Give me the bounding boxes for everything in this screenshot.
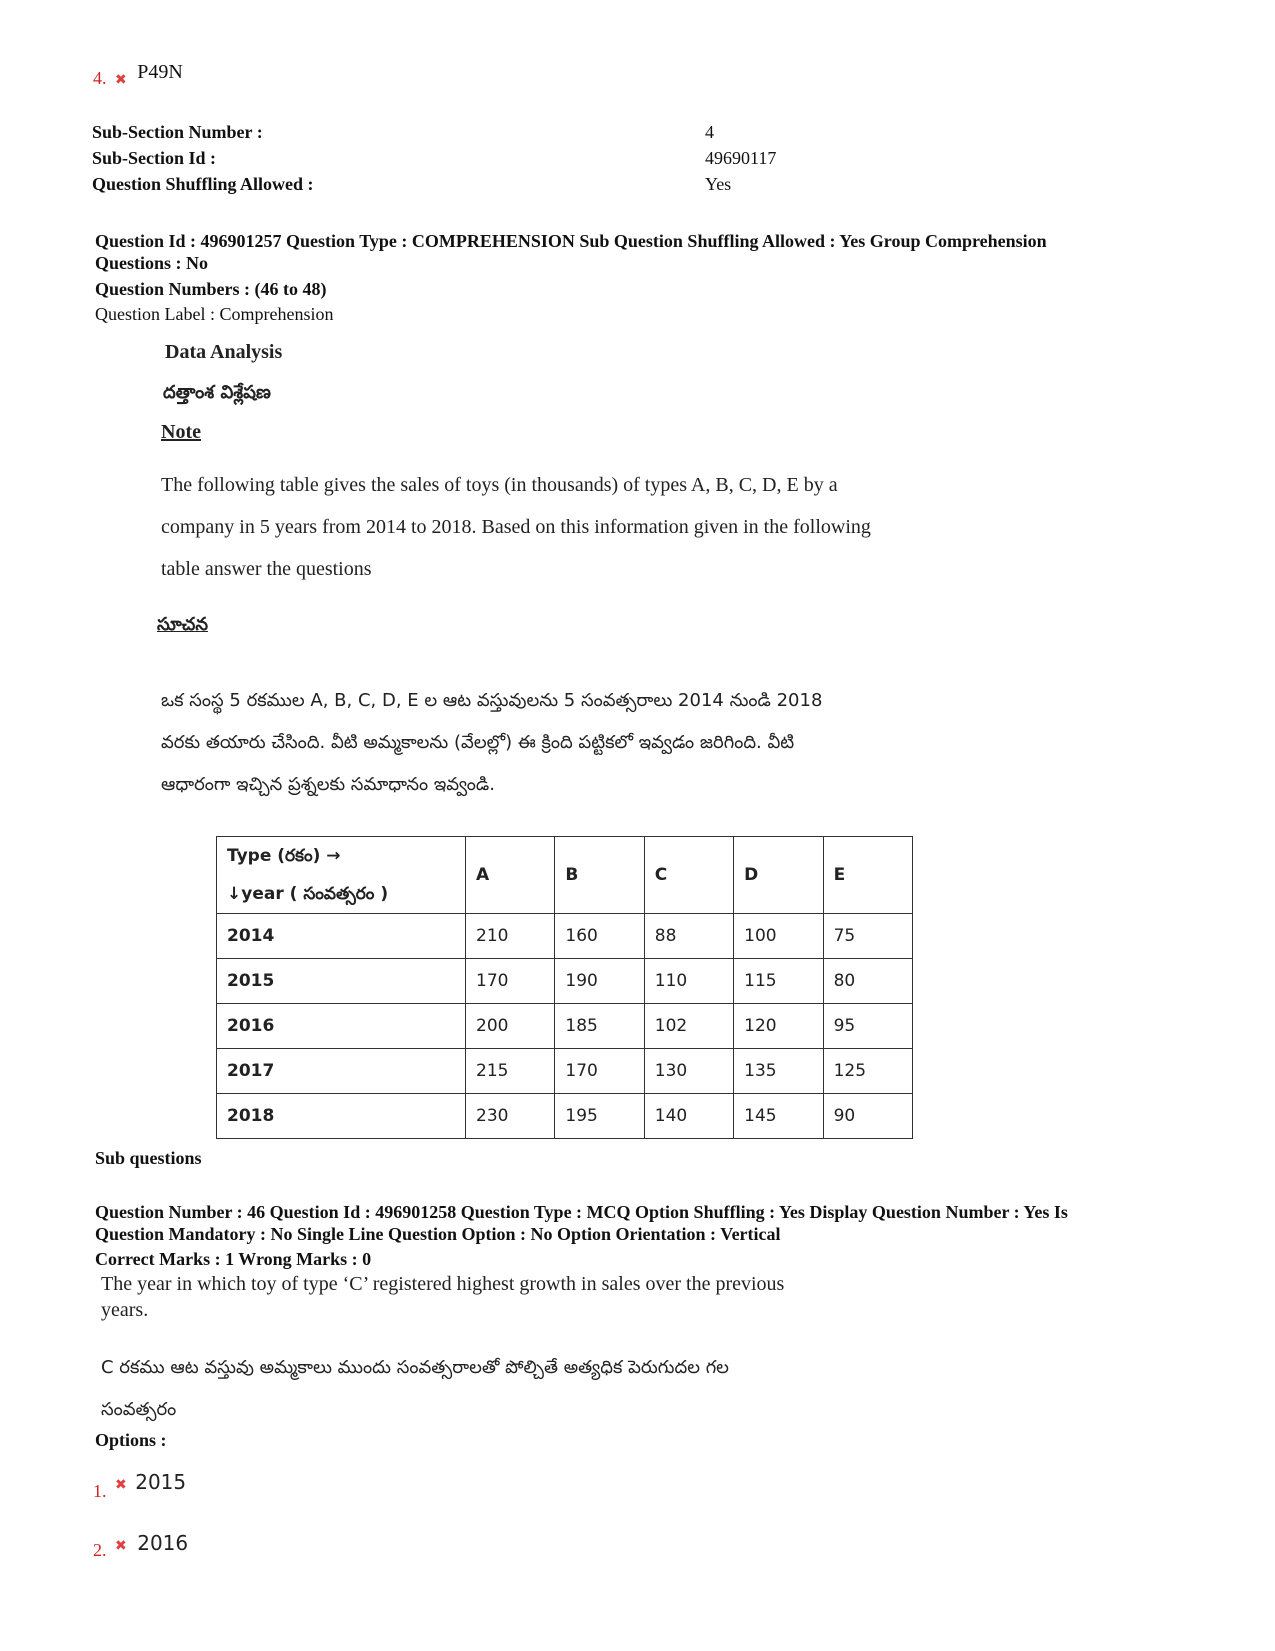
table-cell: 230 (466, 1094, 555, 1139)
subsection-id-label: Sub-Section Id : (92, 148, 217, 168)
note-line-te: ఒక సంస్థ 5 రకముల A, B, C, D, E ల ఆట వస్తువులను 5 సంవత్సరాలు 2014 నుండి 2018 (161, 690, 823, 711)
question-line: years. (101, 1299, 149, 1321)
table-cell: 75 (823, 914, 912, 959)
sub-questions-label: Sub questions (95, 1148, 202, 1168)
note-heading-te: సూచన (157, 614, 208, 635)
column-header: C (644, 837, 733, 914)
cross-icon: ✖ (115, 1477, 127, 1493)
table-cell: 215 (466, 1049, 555, 1094)
table-row (217, 1049, 913, 1094)
table-cell: 102 (644, 1004, 733, 1049)
column-header: E (823, 837, 912, 914)
meta-line-1: Question Number : 46 Question Id : 496901258 Question Type : MCQ Option Shuffling : Yes Display Question Number : Yes Is (95, 1202, 1068, 1222)
table-cell: 115 (734, 959, 823, 1004)
note-line: The following table gives the sales of toys (in thousands) of types A, B, C, D, E by a (161, 474, 838, 496)
option-2[interactable] (93, 1531, 189, 1560)
question-group-meta (95, 230, 1175, 274)
header-year: ↓year ( సంవత్సరం ) (227, 884, 389, 904)
note-paragraph-te (161, 680, 822, 806)
subsection-number-value: 4 (705, 122, 714, 142)
table-cell: 120 (734, 1004, 823, 1049)
question-label: Question Label : Comprehension (95, 304, 334, 324)
table-row (217, 1094, 913, 1139)
question-line: The year in which toy of type ‘C’ registered highest growth in sales over the previous (101, 1273, 785, 1295)
table-cell: 210 (466, 914, 555, 959)
table-cell: 80 (823, 959, 912, 1004)
cross-icon: ✖ (115, 1538, 127, 1554)
row-year: 2017 (217, 1049, 466, 1094)
table-cell: 170 (555, 1049, 644, 1094)
passage-title-en: Data Analysis (165, 341, 283, 363)
table-cell: 170 (466, 959, 555, 1004)
question-line-te: సంవత్సరం (101, 1399, 177, 1420)
table-row (217, 914, 913, 959)
cross-icon: ✖ (115, 72, 127, 88)
table-cell: 140 (644, 1094, 733, 1139)
table-header-row (217, 837, 913, 914)
shuffle-value: Yes (705, 174, 732, 194)
question-numbers: Question Numbers : (46 to 48) (95, 279, 327, 299)
column-header: A (466, 837, 555, 914)
sales-table (216, 836, 913, 1139)
note-line: table answer the questions (161, 558, 372, 580)
table-cell: 190 (555, 959, 644, 1004)
table-cell: 145 (734, 1094, 823, 1139)
options-label: Options : (95, 1430, 167, 1450)
passage-title-te: దత్తాంశ విశ్లేషణ (163, 382, 271, 403)
note-line-te: వరకు తయారు చేసింది. వీటి అమ్మకాలను (వేలల్లో) ఈ క్రింది పట్టికలో ఇవ్వడం జరిగింది. వీటి (161, 732, 795, 753)
previous-option (93, 61, 183, 90)
shuffle-label: Question Shuffling Allowed : (92, 174, 314, 194)
table-cell: 88 (644, 914, 733, 959)
table-cell: 130 (644, 1049, 733, 1094)
note-heading-en: Note (161, 421, 201, 443)
table-cell: 160 (555, 914, 644, 959)
option-number: 2. (93, 1540, 107, 1560)
option-text: P49N (137, 61, 183, 83)
note-line: company in 5 years from 2014 to 2018. Based on this information given in the following (161, 516, 871, 538)
row-year: 2018 (217, 1094, 466, 1139)
table-row (217, 1004, 913, 1049)
meta-line-1: Question Id : 496901257 Question Type : COMPREHENSION Sub Question Shuffling Allowed : Yes Group Comprehension (95, 231, 1047, 251)
question-46-meta (95, 1201, 1175, 1245)
table-row (217, 959, 913, 1004)
option-1[interactable] (93, 1470, 187, 1501)
question-line-te: C రకము ఆట వస్తువు అమ్మకాలు ముందు సంవత్సరాలతో పోల్చితే అత్యధిక పెరుగుదల గల (101, 1357, 729, 1378)
meta-line-2: Questions : No (95, 253, 209, 273)
note-line-te: ఆధారంగా ఇచ్చిన ప్రశ్నలకు సమాధానం ఇవ్వండి. (161, 774, 495, 795)
meta-line-2: Question Mandatory : No Single Line Question Option : No Option Orientation : Vertical (95, 1224, 781, 1244)
header-type: Type (రకం) → (227, 846, 341, 866)
subsection-number-label: Sub-Section Number : (92, 122, 263, 142)
table-cell: 135 (734, 1049, 823, 1094)
row-year: 2015 (217, 959, 466, 1004)
table-cell: 185 (555, 1004, 644, 1049)
row-year: 2016 (217, 1004, 466, 1049)
subsection-id-value: 49690117 (705, 148, 777, 168)
table-cell: 90 (823, 1094, 912, 1139)
table-cell: 110 (644, 959, 733, 1004)
column-header: B (555, 837, 644, 914)
column-header: D (734, 837, 823, 914)
table-cell: 95 (823, 1004, 912, 1049)
option-text: 2015 (135, 1470, 187, 1494)
table-cell: 200 (466, 1004, 555, 1049)
table-cell: 195 (555, 1094, 644, 1139)
row-year: 2014 (217, 914, 466, 959)
question-text-te (101, 1347, 729, 1431)
table-cell: 125 (823, 1049, 912, 1094)
option-text: 2016 (137, 1531, 189, 1555)
table-cell: 100 (734, 914, 823, 959)
note-paragraph-en (161, 464, 871, 590)
marks: Correct Marks : 1 Wrong Marks : 0 (95, 1249, 372, 1269)
option-number: 1. (93, 1481, 107, 1501)
question-text-en (101, 1271, 784, 1323)
option-number: 4. (93, 68, 107, 88)
header-type-year (217, 837, 466, 914)
